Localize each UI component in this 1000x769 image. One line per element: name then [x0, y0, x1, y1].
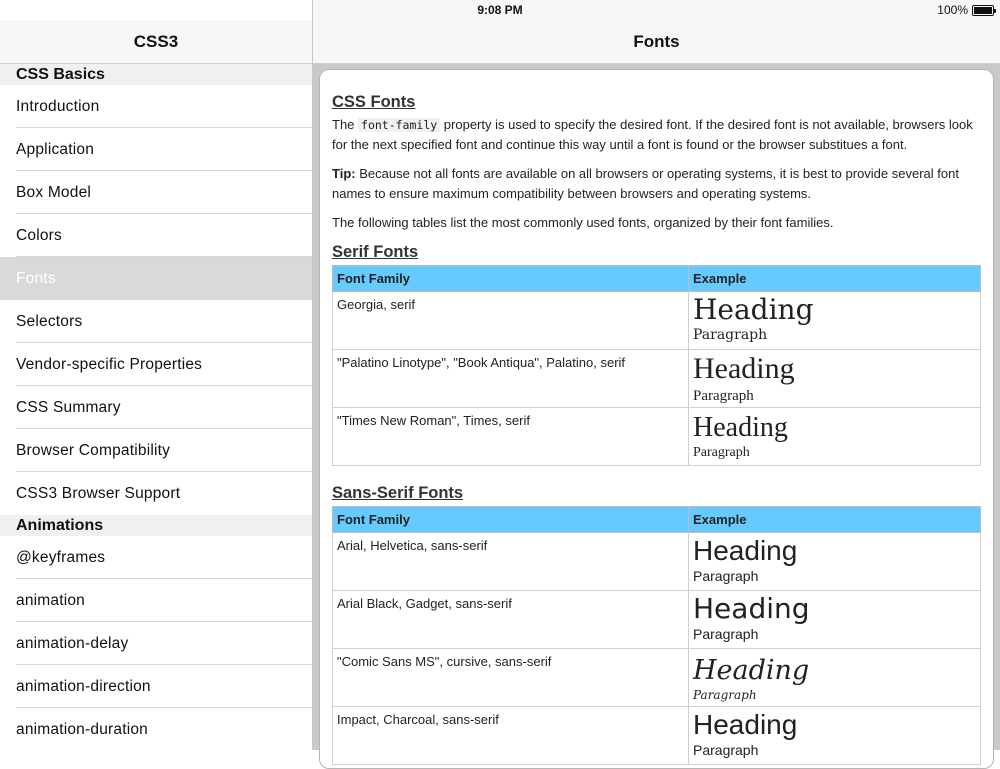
sidebar-list[interactable] [0, 64, 312, 751]
example-heading: Heading [693, 535, 798, 566]
table-row [333, 707, 981, 765]
sidebar-item-colors[interactable]: Colors [0, 214, 312, 257]
sidebar-item-animation-delay[interactable]: animation-delay [0, 622, 312, 665]
sidebar-item-css3-browser-support[interactable]: CSS3 Browser Support [16, 485, 181, 502]
font-family-cell: Arial, Helvetica, sans-serif [333, 533, 689, 591]
sidebar-item-animation-duration[interactable]: animation-duration [16, 721, 148, 738]
font-family-cell: "Comic Sans MS", cursive, sans-serif [333, 649, 689, 707]
detail-pane [313, 64, 1000, 759]
section-header: Animations [0, 515, 312, 536]
sidebar-item-browser-compatibility[interactable]: Browser Compatibility [0, 429, 312, 472]
serif-heading: Serif Fonts [332, 243, 419, 261]
sidebar-item-application[interactable]: Application [0, 128, 312, 171]
example-paragraph: Paragraph [693, 387, 754, 404]
font-family-cell: Impact, Charcoal, sans-serif [333, 707, 689, 765]
example-heading: Heading [693, 709, 798, 740]
battery-indicator [937, 3, 994, 17]
font-family-code: font-family [358, 118, 440, 132]
example-cell [689, 350, 981, 408]
example-cell [689, 408, 981, 466]
page-heading: CSS Fonts [332, 93, 416, 111]
sidebar-navbar [0, 20, 312, 64]
table-row [333, 408, 981, 466]
battery-percent: 100% [937, 3, 968, 17]
example-heading: Heading [693, 293, 814, 326]
example-heading: Heading [693, 592, 810, 625]
example-paragraph: Paragraph [693, 742, 759, 759]
sidebar [0, 0, 313, 750]
font-family-cell: "Times New Roman", Times, serif [333, 408, 689, 466]
example-paragraph: Paragraph [693, 445, 750, 461]
font-family-cell: "Palatino Linotype", "Book Antiqua", Palatino, serif [333, 350, 689, 408]
table-header-row [333, 507, 981, 533]
sidebar-item-fonts[interactable]: Fonts [0, 257, 312, 300]
example-cell [689, 292, 981, 350]
col-font-family: Font Family [333, 266, 689, 292]
intro-paragraph: The font-family property is used to specify the desired font. If the desired font is not available, browsers look for the next specified font and continue this way until a font is found or the browser substitues a font. [332, 117, 973, 152]
detail-navbar [313, 20, 1000, 64]
serif-table [332, 265, 981, 466]
col-example: Example [689, 266, 981, 292]
example-cell [689, 649, 981, 707]
example-cell [689, 533, 981, 591]
example-paragraph: Paragraph [693, 626, 759, 643]
sidebar-item-animation[interactable]: animation [0, 579, 312, 622]
detail-title: Fonts [633, 32, 680, 51]
sidebar-item-animation-direction[interactable]: animation-direction [0, 665, 312, 708]
table-row [333, 591, 981, 649]
battery-icon [972, 5, 994, 16]
tip-paragraph: Tip: Because not all fonts are available on all browsers or operating systems, it is best to provide several font names to ensure maximum compatibility between browsers and operating systems. [332, 166, 959, 201]
section-header: CSS Basics [0, 64, 312, 85]
sans-heading: Sans-Serif Fonts [332, 484, 464, 502]
font-family-cell: Arial Black, Gadget, sans-serif [333, 591, 689, 649]
table-row [333, 350, 981, 408]
battery-fill [974, 7, 992, 14]
sidebar-title: CSS3 [133, 32, 179, 51]
example-paragraph: Paragraph [693, 568, 759, 585]
sidebar-item-box-model[interactable]: Box Model [0, 171, 312, 214]
sidebar-item-css-summary[interactable]: CSS Summary [0, 386, 312, 429]
example-heading: Heading [693, 655, 810, 686]
col-font-family: Font Family [333, 507, 689, 533]
font-family-cell: Georgia, serif [333, 292, 689, 350]
table-row [333, 292, 981, 350]
col-example: Example [689, 507, 981, 533]
sidebar-item-selectors[interactable]: Selectors [0, 300, 312, 343]
example-paragraph: Paragraph [693, 327, 768, 344]
sidebar-item-introduction[interactable]: Introduction [0, 85, 312, 128]
table-header-row [333, 266, 981, 292]
clock: 9:08 PM [477, 3, 523, 17]
sidebar-item-keyframes[interactable]: @keyframes [0, 536, 312, 579]
example-heading: Heading [693, 412, 788, 443]
sidebar-item-vendor-specific-properties[interactable]: Vendor-specific Properties [0, 343, 312, 386]
sans-table [332, 506, 981, 765]
table-row [333, 649, 981, 707]
tip-label: Tip: [332, 166, 356, 181]
table-row [333, 533, 981, 591]
example-cell [689, 591, 981, 649]
web-content[interactable] [319, 69, 994, 769]
example-cell [689, 707, 981, 765]
example-heading: Heading [693, 352, 795, 385]
tables-intro: The following tables list the most commonly used fonts, organized by their font families. [332, 215, 834, 230]
example-paragraph: Paragraph [693, 688, 757, 703]
